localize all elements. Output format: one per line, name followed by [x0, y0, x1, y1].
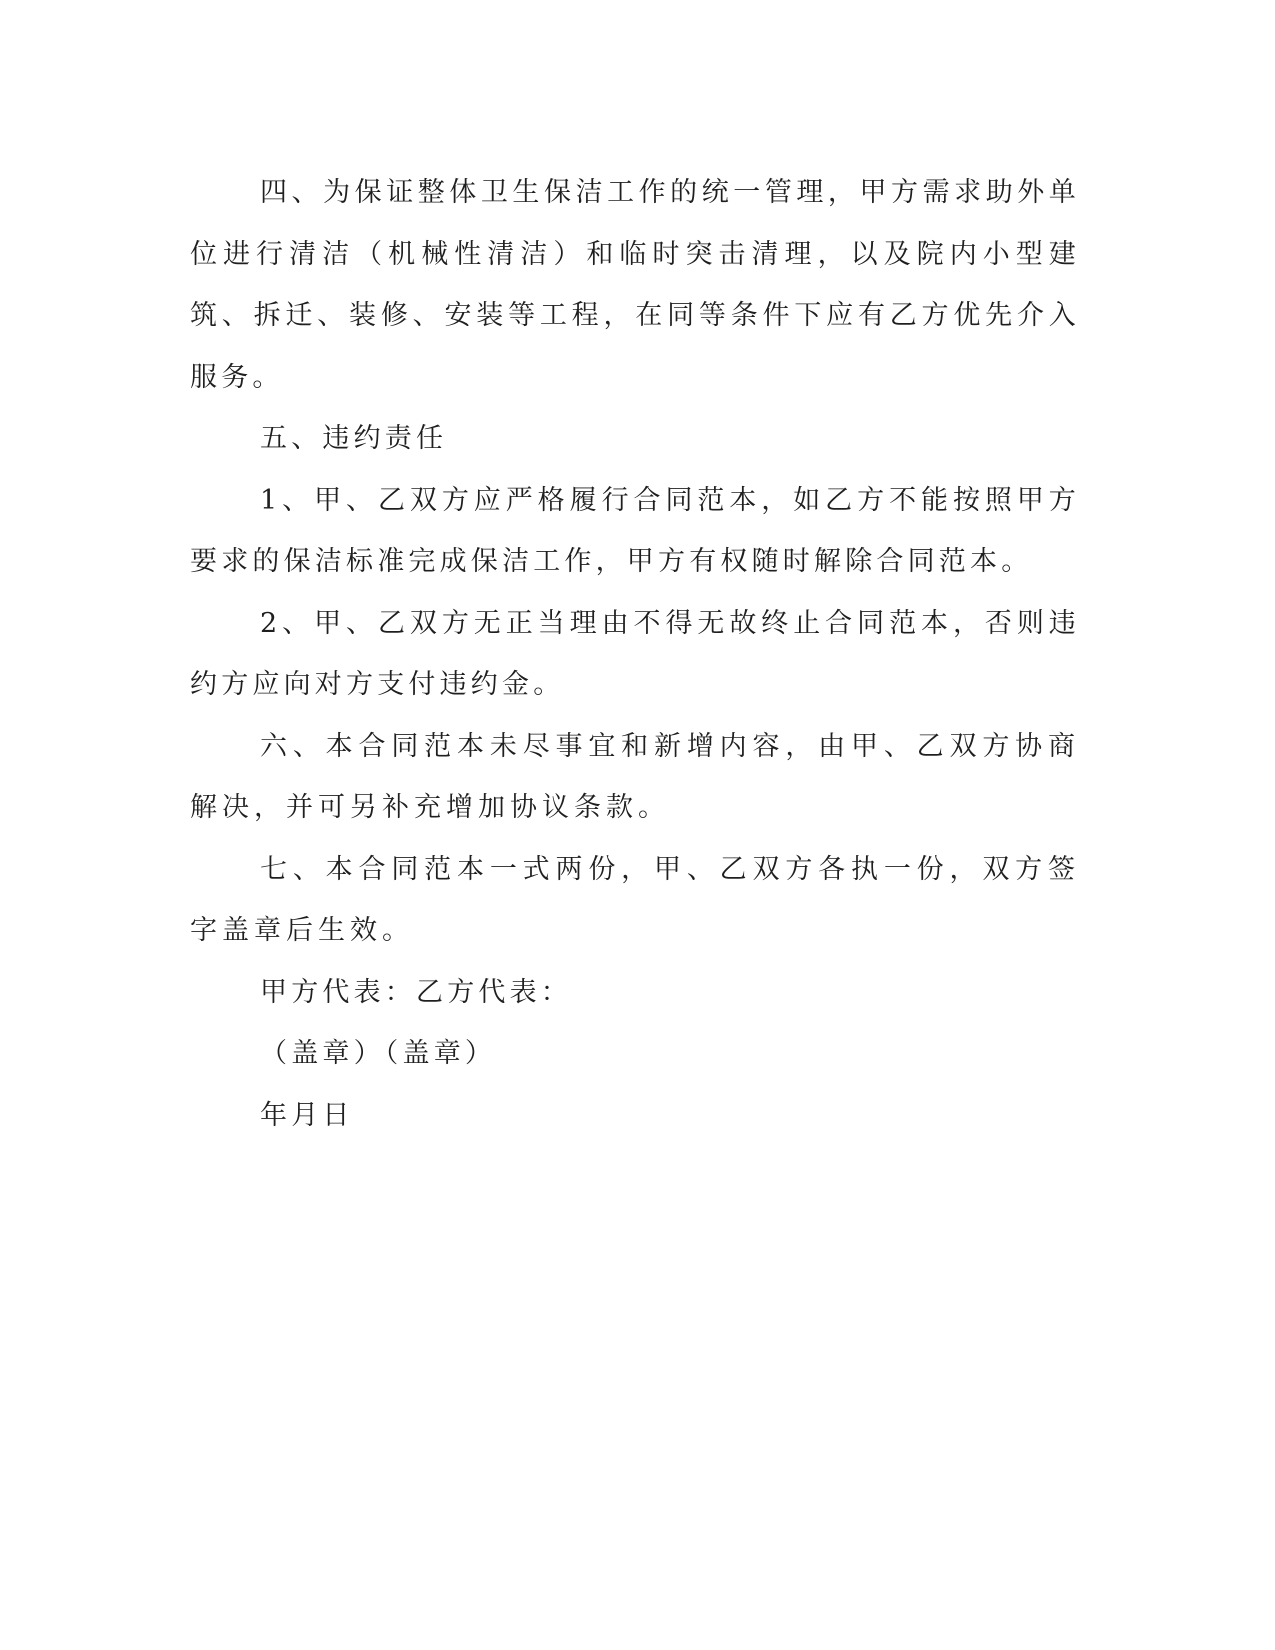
document-body: [190, 162, 1080, 1146]
breach-item-2-paragraph: 2、甲、乙双方无正当理由不得无故终止合同范本，否则违约方应向对方支付违约金。: [190, 607, 1080, 700]
clause-four-paragraph: 四、为保证整体卫生保洁工作的统一管理，甲方需求助外单位进行清洁（机械性清洁）和临时突击清理，以及院内小型建筑、拆迁、装修、安装等工程，在同等条件下应有乙方优先介入服务。: [190, 177, 1080, 393]
breach-item-1-paragraph: 1、甲、乙双方应严格履行合同范本，如乙方不能按照甲方要求的保洁标准完成保洁工作，甲方有权随时解除合同范本。: [190, 484, 1080, 577]
seal-line: （盖章）（盖章）: [260, 1038, 497, 1069]
breach-liability-heading: 五、违约责任: [260, 423, 448, 454]
date-line: 年月日: [260, 1099, 354, 1131]
clause-six-paragraph: 六、本合同范本未尽事宜和新增内容，由甲、乙双方协商解决，并可另补充增加协议条款。: [190, 730, 1080, 823]
clause-seven-paragraph: 七、本合同范本一式两份，甲、乙双方各执一份，双方签字盖章后生效。: [190, 853, 1080, 946]
representatives-line: 甲方代表：乙方代表：: [260, 976, 572, 1008]
